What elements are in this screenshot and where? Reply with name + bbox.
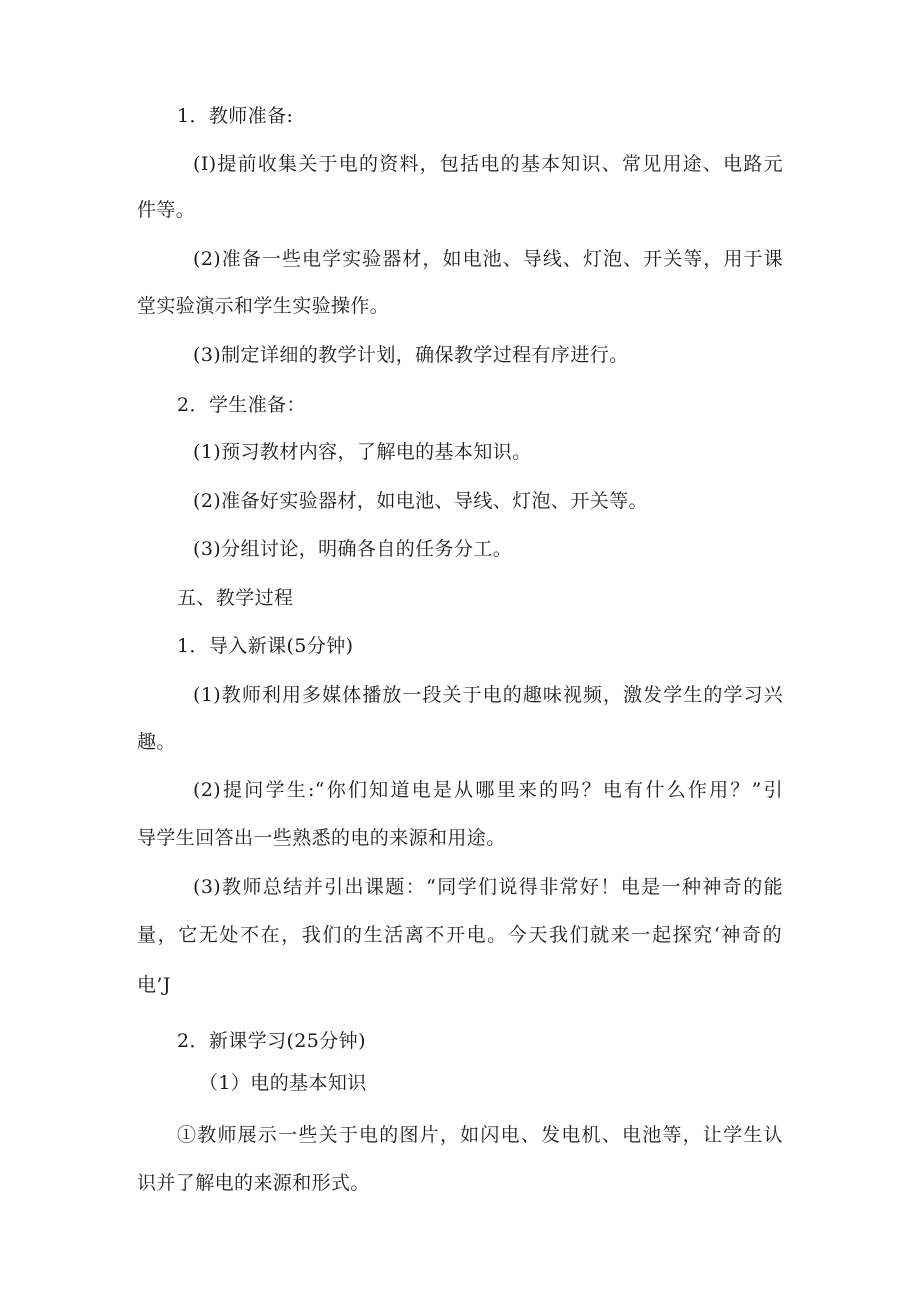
intro-item-2-line-2: 导学生回答出一些熟悉的电的来源和用途。 [137, 827, 506, 849]
intro-item-2-line-1: (2)提问学生:“你们知道电是从哪里来的吗？电有什么作用？”引 [193, 779, 783, 801]
intro-heading: 1．导入新课(5分钟) [177, 635, 354, 657]
intro-item-3-line-1: (3)教师总结并引出课题：“同学们说得非常好！电是一种神奇的能 [193, 876, 783, 898]
teacher-prep-item-2-line-2: 堂实验演示和学生实验操作。 [137, 295, 390, 317]
student-prep-item-2: (2)准备好实验器材，如电池、导线、灯泡、开关等。 [193, 490, 648, 512]
teacher-prep-item-2-line-1: (2)准备一些电学实验器材，如电池、导线、灯泡、开关等，用于课 [193, 248, 783, 270]
intro-item-3-line-3: 电’J [137, 974, 171, 996]
section-5-heading: 五、教学过程 [177, 587, 294, 609]
teacher-prep-item-3: (3)制定详细的教学计划，确保教学过程有序进行。 [193, 344, 629, 366]
student-prep-item-1: (1)预习教材内容，了解电的基本知识。 [193, 441, 532, 463]
new-lesson-heading: 2．新课学习(25分钟) [177, 1030, 366, 1052]
intro-item-3-line-2: 量，它无处不在，我们的生活离不开电。今天我们就来一起探究‘神奇的 [137, 924, 782, 946]
student-prep-item-3: (3)分组讨论，明确各自的任务分工。 [193, 538, 513, 560]
teacher-prep-heading: 1．教师准备: [177, 105, 294, 127]
teacher-prep-item-1-line-2: 件等。 [137, 199, 196, 221]
teacher-prep-item-1-line-1: (I)提前收集关于电的资料，包括电的基本知识、常见用途、电路元 [193, 153, 783, 175]
basic-knowledge-heading: （1）电的基本知识 [199, 1072, 367, 1094]
basic-knowledge-item-1-line-1: ①教师展示一些关于电的图片，如闪电、发电机、电池等，让学生认 [177, 1124, 783, 1146]
student-prep-heading: 2．学生准备： [177, 394, 306, 416]
basic-knowledge-item-1-line-2: 识并了解电的来源和形式。 [137, 1172, 370, 1194]
intro-item-1-line-2: 趣。 [137, 731, 176, 753]
intro-item-1-line-1: (1)教师利用多媒体播放一段关于电的趣味视频，激发学生的学习兴 [193, 684, 783, 706]
